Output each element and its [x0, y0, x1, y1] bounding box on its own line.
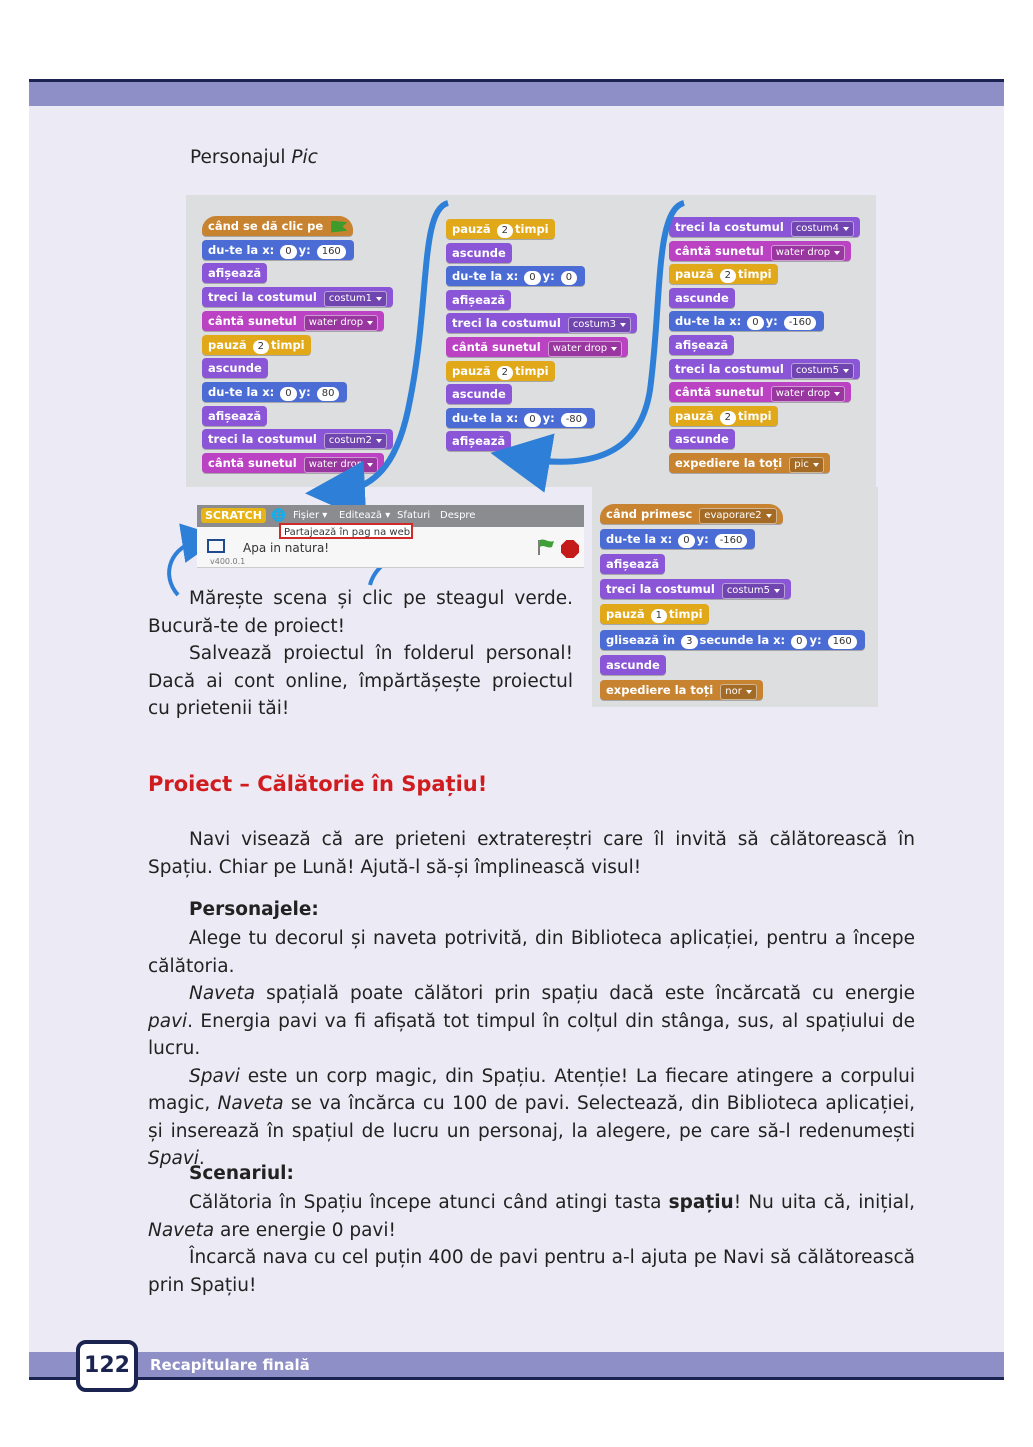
code-block[interactable]: [600, 655, 666, 675]
block-number-input[interactable]: 1: [651, 609, 667, 623]
block-number-input[interactable]: 2: [497, 224, 513, 238]
block-number-input[interactable]: 2: [253, 340, 269, 354]
stop-icon[interactable]: [561, 540, 579, 558]
block-text: y:: [809, 632, 826, 647]
block-text: ascunde: [208, 361, 262, 376]
block-text: afișează: [208, 266, 262, 281]
block-text: timpi: [271, 337, 305, 352]
block-text: afișează: [675, 338, 729, 352]
arrow-to-column-2: [335, 203, 448, 492]
block-text: du-te la x:: [675, 314, 746, 329]
menu-tips[interactable]: Sfaturi: [397, 510, 431, 521]
block-text: timpi: [738, 408, 772, 423]
block-text: y:: [542, 269, 559, 284]
block-text: du-te la x:: [606, 532, 677, 547]
block-number-input[interactable]: -80: [561, 413, 587, 427]
scratch-logo: SCRATCH: [201, 508, 266, 523]
block-text: ascunde: [452, 387, 506, 402]
scenariu-paragraph-1: Călătoria în Spațiu începe atunci când atingi tasta spațiu! Nu uita că, inițial, Naveta are energie 0 pavi!: [148, 1192, 915, 1241]
block-text: cântă sunetul: [208, 313, 301, 328]
block-number-input[interactable]: 2: [720, 269, 736, 283]
block-number-input[interactable]: 160: [317, 245, 346, 259]
block-number-input[interactable]: 2: [497, 366, 513, 380]
personaje-paragraph-2: Naveta spațială poate călători prin spațiu dacă este încărcată cu energie pavi. Energia pavi va fi afișată tot timpul în colțul din stânga, sus, al spațiului de lucru.: [148, 983, 915, 1059]
block-text: timpi: [738, 267, 772, 282]
code-block[interactable]: [600, 630, 865, 650]
arrow-to-column-3: [520, 203, 684, 462]
section-title: Proiect – Călătorie în Spațiu!: [148, 772, 488, 796]
block-text: ascunde: [452, 245, 506, 260]
block-number-input[interactable]: 80: [317, 387, 340, 401]
block-text: du-te la x:: [452, 269, 523, 284]
block-number-input[interactable]: 0: [747, 316, 763, 330]
block-text: pauză: [675, 408, 718, 423]
block-dropdown[interactable]: costum3: [568, 317, 631, 333]
code-block[interactable]: [600, 680, 763, 700]
fullscreen-icon[interactable]: [207, 539, 225, 553]
block-text: pauză: [452, 222, 495, 236]
block-text: treci la costumul: [675, 361, 788, 376]
block-text: pauză: [208, 337, 251, 352]
block-text: afișează: [606, 557, 660, 572]
block-text: timpi: [515, 222, 549, 236]
block-text: treci la costumul: [675, 220, 788, 234]
block-number-input[interactable]: 0: [791, 635, 807, 649]
personaje-text: [148, 925, 915, 1173]
block-text: pauză: [675, 267, 718, 282]
block-text: când primesc: [606, 507, 697, 521]
block-text: timpi: [515, 363, 549, 378]
block-number-input[interactable]: 0: [280, 387, 296, 401]
block-number-input[interactable]: 0: [524, 413, 540, 427]
scenariu-text: [148, 1189, 915, 1299]
block-dropdown[interactable]: pic: [789, 457, 824, 473]
block-text: când se dă clic pe: [208, 219, 328, 233]
block-number-input[interactable]: 0: [524, 271, 540, 285]
personaje-heading: Personajele:: [189, 899, 319, 920]
block-number-input[interactable]: 0: [280, 245, 296, 259]
block-number-input[interactable]: 0: [561, 271, 577, 285]
globe-icon[interactable]: 🌐: [271, 508, 286, 522]
block-number-input[interactable]: 0: [678, 534, 694, 548]
share-menu-item[interactable]: Partajează în pag na web: [279, 523, 413, 539]
block-text: treci la costumul: [606, 582, 719, 597]
block-text: y:: [298, 384, 315, 399]
menu-edit[interactable]: Editează ▾: [339, 510, 391, 521]
block-text: treci la costumul: [452, 316, 565, 331]
block-text: afișează: [452, 434, 506, 449]
block-text: du-te la x:: [452, 410, 523, 425]
scenariu-heading: Scenariul:: [189, 1163, 294, 1184]
block-text: cântă sunetul: [452, 340, 545, 354]
block-text: y:: [765, 314, 782, 329]
block-dropdown[interactable]: nor: [720, 684, 757, 700]
block-dropdown[interactable]: costum5: [722, 583, 785, 599]
personaje-paragraph-3: Spavi este un corp magic, din Spațiu. Atenție! La fiecare atingere a corpului magic, Naveta se va încărca cu 100 de pavi. Selectează, din Biblioteca aplicației, și inserează în spațiul de lucru un personaj, la alegere, pe care să-l redenumești Spavi.: [148, 1065, 915, 1169]
block-dropdown[interactable]: costum1: [324, 291, 387, 307]
block-dropdown[interactable]: water drop: [548, 341, 622, 357]
block-dropdown[interactable]: costum2: [324, 433, 387, 449]
block-number-input[interactable]: 2: [720, 411, 736, 425]
block-text: timpi: [669, 607, 703, 622]
block-dropdown[interactable]: water drop: [304, 315, 378, 331]
block-text: cântă sunetul: [208, 456, 301, 470]
block-dropdown[interactable]: water drop: [771, 386, 845, 402]
page-number: 122: [76, 1340, 138, 1392]
scenariu-paragraph-2: Încarcă nava cu cel puțin 400 de pavi pentru a-l ajuta pe Navi să călătorească prin Spațiu!: [148, 1247, 915, 1296]
block-dropdown[interactable]: evaporare2: [699, 508, 776, 524]
block-text: cântă sunetul: [675, 243, 768, 258]
block-text: afișează: [208, 408, 262, 423]
block-dropdown[interactable]: water drop: [771, 245, 845, 261]
block-text: pauză: [606, 607, 649, 622]
block-number-input[interactable]: 160: [828, 635, 857, 649]
block-number-input[interactable]: 3: [681, 635, 697, 649]
side-paragraphs: [148, 585, 573, 723]
block-text: y:: [542, 410, 559, 425]
block-text: cântă sunetul: [675, 385, 768, 400]
block-text: afișează: [452, 292, 506, 307]
block-text: ascunde: [675, 290, 729, 305]
menu-file[interactable]: Fișier ▾: [293, 510, 328, 521]
block-text: treci la costumul: [208, 290, 321, 305]
block-text: y:: [696, 532, 713, 547]
block-dropdown[interactable]: costum4: [791, 221, 854, 237]
block-text: treci la costumul: [208, 432, 321, 447]
footer-rule: [29, 1377, 1004, 1380]
menu-about[interactable]: Despre: [440, 510, 476, 521]
block-text: du-te la x:: [208, 242, 279, 257]
block-text: expediere la toți: [675, 456, 787, 470]
block-text: pauză: [452, 363, 495, 378]
green-flag-icon[interactable]: [537, 539, 555, 555]
block-dropdown[interactable]: water drop: [304, 457, 378, 473]
block-text: ascunde: [675, 432, 729, 447]
personaje-paragraph-1: Alege tu decorul și naveta potrivită, din Biblioteca aplicației, pentru a începe călătoria.: [148, 928, 915, 977]
block-text: y:: [298, 242, 315, 257]
block-text: du-te la x:: [208, 384, 279, 399]
side-paragraph-1: Mărește scena și clic pe steagul verde. Bucură-te de proiect!: [148, 588, 573, 637]
block-text: expediere la toți: [606, 682, 718, 697]
block-text: ascunde: [606, 657, 660, 672]
intro-line: Personajul Pic: [190, 147, 318, 168]
block-text: secunde la x:: [699, 632, 790, 647]
block-text: glisează în: [606, 632, 680, 647]
block-dropdown[interactable]: costum5: [791, 363, 854, 379]
footer-label: Recapitulare finală: [150, 1356, 310, 1374]
version-label: v400.0.1: [210, 557, 246, 566]
block-number-input[interactable]: -160: [715, 534, 748, 548]
side-paragraph-2: Salvează proiectul în folderul personal! Dacă ai cont online, împărtășește proiectul cu prietenii tăi!: [148, 643, 573, 719]
block-number-input[interactable]: -160: [784, 316, 817, 330]
project-title[interactable]: Apa in natura!: [243, 541, 330, 555]
project-intro: Navi visează că are prieteni extratereștri care îl invită să călătorească în Spațiu. Chiar pe Lună! Ajută-l să-și împlinească visul!: [148, 829, 915, 878]
